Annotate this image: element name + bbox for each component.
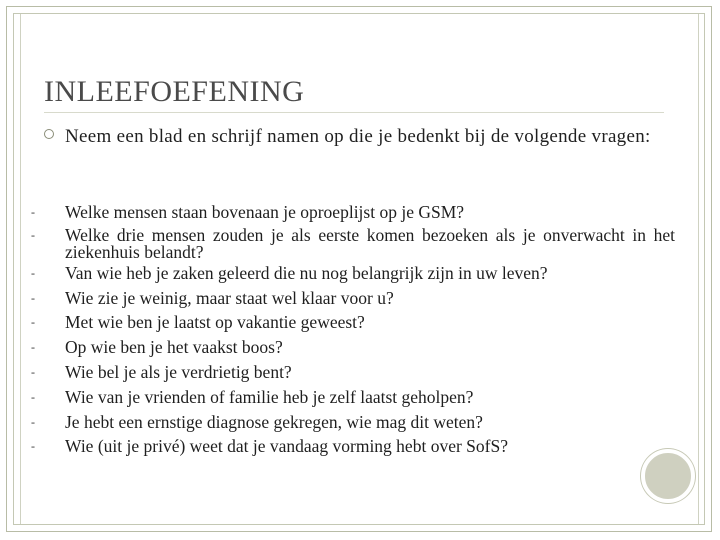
question-item [31,362,675,382]
question-list [31,202,675,461]
question-text: Wie van je vrienden of familie heb je zelf laatst geholpen? [65,386,474,407]
dash-bullet: - [31,389,35,404]
dash-bullet: - [31,364,35,379]
dash-bullet: - [31,290,35,305]
dash-bullet: - [31,414,35,429]
intro-text: Neem een blad en schrijf namen op die je bedenkt bij de volgende vragen: [65,126,651,147]
question-item [31,263,675,283]
dash-bullet: - [31,227,35,242]
question-text: Je hebt een ernstige diagnose gekregen, wie mag dit weten? [65,411,483,432]
question-item [31,288,675,308]
circle-bullet-icon [44,129,54,139]
intro-item [44,126,674,148]
dash-bullet: - [31,205,35,219]
frame-vertical-line [20,14,21,524]
question-text: Welke mensen staan bovenaan je oproeplijst op je GSM? [65,202,465,222]
question-text: Wie (uit je privé) weet dat je vandaag vorming hebt over SofS? [65,436,508,457]
dash-bullet: - [31,315,35,330]
question-text: Op wie ben je het vaakst boos? [65,337,283,358]
question-text: Welke drie mensen zouden je als eerste komen bezoeken als je onverwacht in het ziekenhuis belandt? [65,224,675,262]
question-item [31,387,675,407]
title-divider [44,112,664,113]
question-item [31,412,675,432]
question-item [31,224,675,262]
question-text: Wie bel je als je verdrietig bent? [65,361,292,382]
question-text: Wie zie je weinig, maar staat wel klaar voor u? [65,287,394,308]
question-text: Van wie heb je zaken geleerd die nu nog belangrijk zijn in uw leven? [65,262,548,283]
dash-bullet: - [31,265,35,280]
frame-vertical-line [698,14,699,524]
question-text: Met wie ben je laatst op vakantie geweest? [65,312,365,333]
decorative-circle-icon [641,449,695,503]
question-item [31,202,675,222]
slide-title: INLEEFOEFENING [44,75,305,108]
dash-bullet: - [31,439,35,454]
dash-bullet: - [31,340,35,355]
question-item [31,436,675,456]
question-item [31,312,675,332]
question-item [31,337,675,357]
